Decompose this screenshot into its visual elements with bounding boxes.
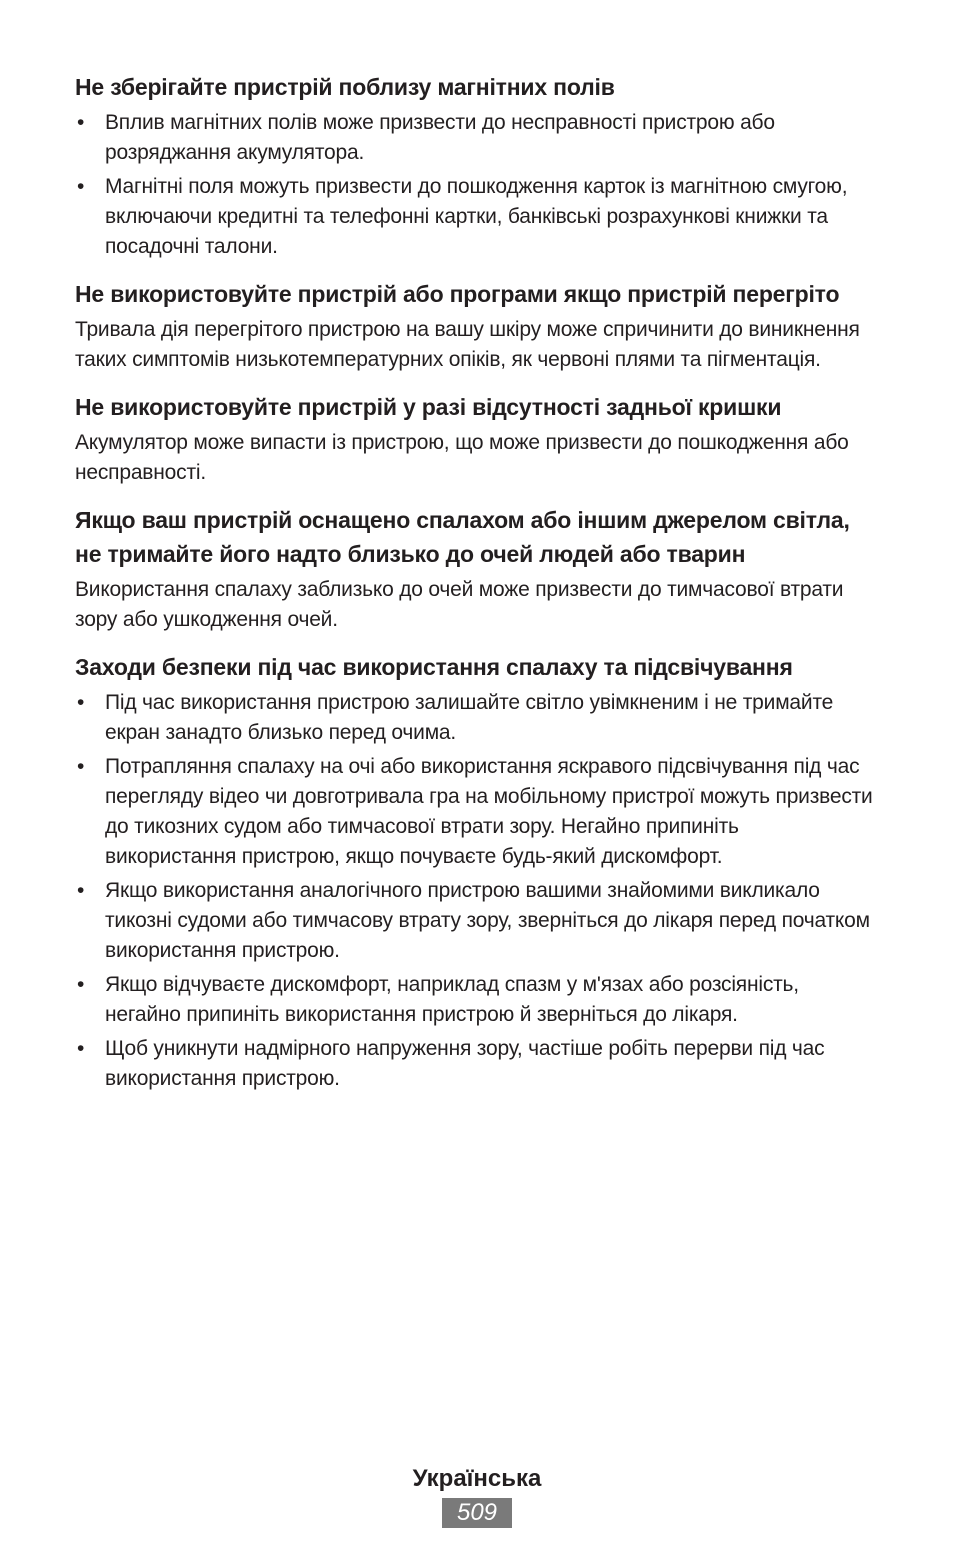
section-flash-eyes	[75, 503, 875, 635]
list-item-text: Щоб уникнути надмірного напруження зору, частіше робіть перерви під час використання пристрою.	[105, 1037, 825, 1090]
page-number: 509	[442, 1498, 512, 1528]
list-item	[75, 1034, 875, 1094]
footer-language: Українська	[412, 1465, 542, 1492]
section-text: Тривала дія перегрітого пристрою на вашу шкіру може спричинити до виникнення таких симптомів низькотемпературних опіків, як червоні плями та пігментація.	[75, 318, 860, 371]
list-item-text: Вплив магнітних полів може призвести до несправності пристрою або розряджання акумулятора.	[105, 111, 775, 164]
page-footer	[0, 1462, 954, 1528]
list-item-text: Під час використання пристрою залишайте світло увімкненим і не тримайте екран занадто близько перед очима.	[105, 691, 834, 744]
bullet-marker: •	[77, 175, 85, 198]
section-flash-safety	[75, 650, 875, 1094]
bullet-marker: •	[77, 973, 85, 996]
bullet-marker: •	[77, 879, 85, 902]
section-back-cover	[75, 390, 875, 488]
list-item	[75, 876, 875, 966]
section-heading: Якщо ваш пристрій оснащено спалахом або іншим джерелом світла, не тримайте його надто близько до очей людей або тварин	[75, 507, 850, 567]
section-heading: Заходи безпеки під час використання спалаху та підсвічування	[75, 654, 793, 680]
bullet-marker: •	[77, 691, 85, 714]
section-magnetic-fields	[75, 70, 875, 262]
list-item-text: Магнітні поля можуть призвести до пошкодження карток із магнітною смугою, включаючи кредитні та телефонні картки, банківські розрахункові книжки та посадочні талони.	[105, 175, 848, 258]
bullet-marker: •	[77, 755, 85, 778]
bullet-list	[75, 688, 875, 1094]
section-heading: Не використовуйте пристрій у разі відсутності задньої кришки	[75, 394, 782, 420]
list-item-text: Якщо відчуваєте дискомфорт, наприклад спазм у м'язах або розсіяність, негайно припиніть використання пристрою й зверніться до лікаря.	[105, 973, 799, 1026]
section-heading: Не зберігайте пристрій поблизу магнітних полів	[75, 74, 615, 100]
list-item	[75, 752, 875, 872]
bullet-marker: •	[77, 1037, 85, 1060]
list-item	[75, 970, 875, 1030]
list-item	[75, 688, 875, 748]
list-item	[75, 172, 875, 262]
list-item-text: Потрапляння спалаху на очі або використання яскравого підсвічування під час перегляду відео чи довготривала гра на мобільному пристрої можуть призвести до тикозних судом або тимчасової втрати зору. Негайно припиніть використання пристрою, якщо почуваєте будь-який дискомфорт.	[105, 755, 873, 868]
section-text: Акумулятор може випасти із пристрою, що може призвести до пошкодження або несправності.	[75, 431, 849, 484]
list-item-text: Якщо використання аналогічного пристрою вашими знайомими викликало тикозні судоми або тимчасову втрату зору, зверніться до лікаря перед початком використання пристрою.	[105, 879, 870, 962]
list-item	[75, 108, 875, 168]
section-heading: Не використовуйте пристрій або програми якщо пристрій перегріто	[75, 281, 840, 307]
section-text: Використання спалаху заблизько до очей може призвести до тимчасової втрати зору або ушкодження очей.	[75, 578, 844, 631]
bullet-list	[75, 108, 875, 262]
bullet-marker: •	[77, 111, 85, 134]
section-overheated	[75, 277, 875, 375]
document-body	[75, 70, 875, 1109]
